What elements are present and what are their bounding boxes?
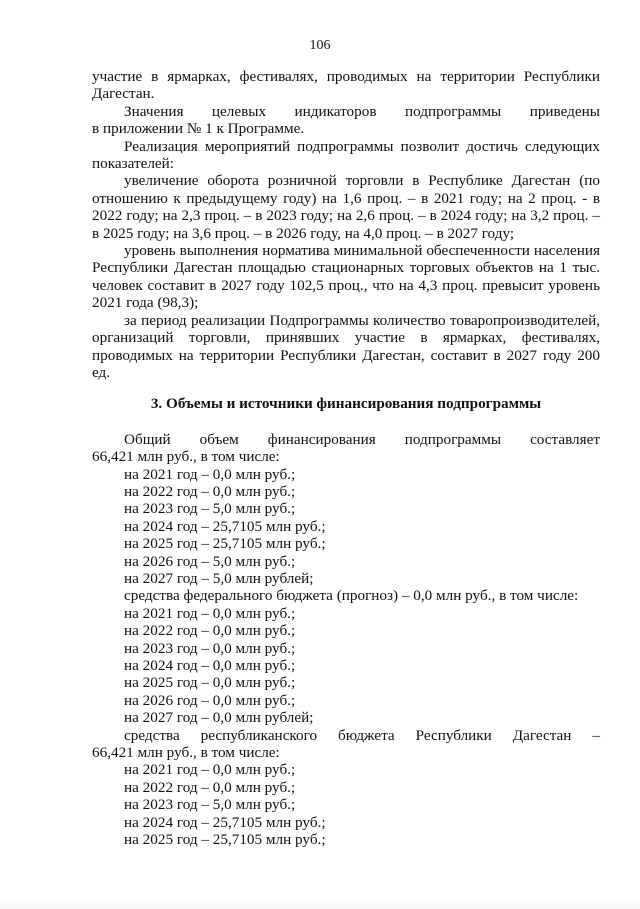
section-heading: 3. Объемы и источники финансирования подпрограммы	[150, 395, 542, 413]
republic-budget-line	[92, 727, 600, 744]
word: финансирования	[267, 430, 376, 448]
paragraph-fairs-participation: участие в ярмарках, фестивалях, проводимых на территории Республики Дагестан.	[92, 68, 600, 103]
word: составляет	[530, 430, 600, 448]
list-item: на 2021 год – 0,0 млн руб.;	[124, 604, 296, 622]
list-item: на 2021 год – 0,0 млн руб.;	[124, 761, 296, 779]
word: Дагестан	[512, 726, 572, 744]
word: подпрограммы	[404, 102, 502, 120]
list-item: на 2022 год – 0,0 млн руб.;	[124, 622, 296, 640]
total-financing-line	[92, 431, 600, 448]
paragraph-retail-turnover: увеличение оборота розничной торговли в Республике Дагестан (по отношению к предыдущему году) на 1,6 проц. – в 2021 году; на 2 проц. - в 2022 году; на 2,3 проц. – в 2023 году; на 2,6 проц. – в 2024 году; на 3,2 проц. – в 2025 году; на 3,6 проц. – в 2026 году, на 4,0 проц. – в 2027 году;	[92, 172, 600, 242]
list-item: на 2022 год – 0,0 млн руб.;	[124, 778, 296, 796]
word: подпрограммы	[404, 430, 502, 448]
list-item: на 2024 год – 0,0 млн руб.;	[124, 657, 296, 674]
word: –	[592, 726, 600, 744]
word: бюджета	[338, 726, 395, 744]
list-item: на 2023 год – 5,0 млн руб.;	[124, 796, 296, 814]
page-number: 106	[309, 38, 331, 53]
word: средства	[124, 726, 180, 744]
word: республиканского	[200, 726, 318, 744]
list-item: на 2025 год – 25,7105 млн руб.;	[124, 535, 326, 553]
word: Значения	[124, 102, 184, 120]
paragraph-implementation: Реализация мероприятий подпрограммы позволит достичь следующих показателей:	[92, 137, 600, 173]
list-item: на 2025 год – 0,0 млн руб.;	[124, 674, 296, 692]
scan-bottom-edge	[0, 900, 640, 909]
word: приведены	[529, 102, 600, 120]
total-financing-tail: 66,421 млн руб., в том числе:	[92, 448, 280, 466]
list-item: на 2024 год – 25,7105 млн руб.;	[124, 517, 326, 535]
paragraph-norm-fulfillment: уровень выполнения норматива минимальной обеспеченности населения Республики Дагестан площадью стационарных торговых объектов на 1 тыс. человек составит в 2027 году 102,5 проц., что на 4,3 проц. превысит уровень 2021 года (98,3);	[92, 242, 600, 312]
word: объем	[199, 430, 239, 448]
word: целевых	[211, 102, 267, 120]
list-item: на 2026 год – 0,0 млн руб.;	[124, 691, 296, 709]
document-body	[92, 68, 600, 848]
word: индикаторов	[294, 102, 377, 120]
list-item: на 2027 год – 0,0 млн рублей;	[124, 709, 314, 727]
list-item: на 2022 год – 0,0 млн руб.;	[124, 482, 296, 500]
paragraph-producers-count: за период реализации Подпрограммы количество товаропроизводителей, организаций торговли, принявших участие в ярмарках, фестивалях, проводимых на территории Республики Дагестан, составит в 2027 году 200 ед.	[92, 311, 600, 381]
list-item: на 2025 год – 25,7105 млн руб.;	[124, 831, 326, 849]
list-item: на 2023 год – 0,0 млн руб.;	[124, 639, 296, 657]
paragraph-indicators-tail: в приложении № 1 к Программе.	[92, 120, 305, 138]
word: Общий	[124, 430, 171, 448]
list-item: на 2021 год – 0,0 млн руб.;	[124, 465, 296, 483]
paragraph-indicators-line	[92, 103, 600, 120]
list-item: на 2024 год – 25,7105 млн руб.;	[124, 813, 326, 831]
federal-budget-intro: средства федерального бюджета (прогноз) – 0,0 млн руб., в том числе:	[124, 587, 579, 605]
republic-budget-tail: 66,421 млн руб., в том числе:	[92, 744, 280, 762]
word: Республики	[415, 726, 492, 744]
list-item: на 2023 год – 5,0 млн руб.;	[124, 500, 296, 518]
list-item: на 2026 год – 5,0 млн руб.;	[124, 552, 296, 570]
list-item: на 2027 год – 5,0 млн рублей;	[124, 569, 314, 587]
